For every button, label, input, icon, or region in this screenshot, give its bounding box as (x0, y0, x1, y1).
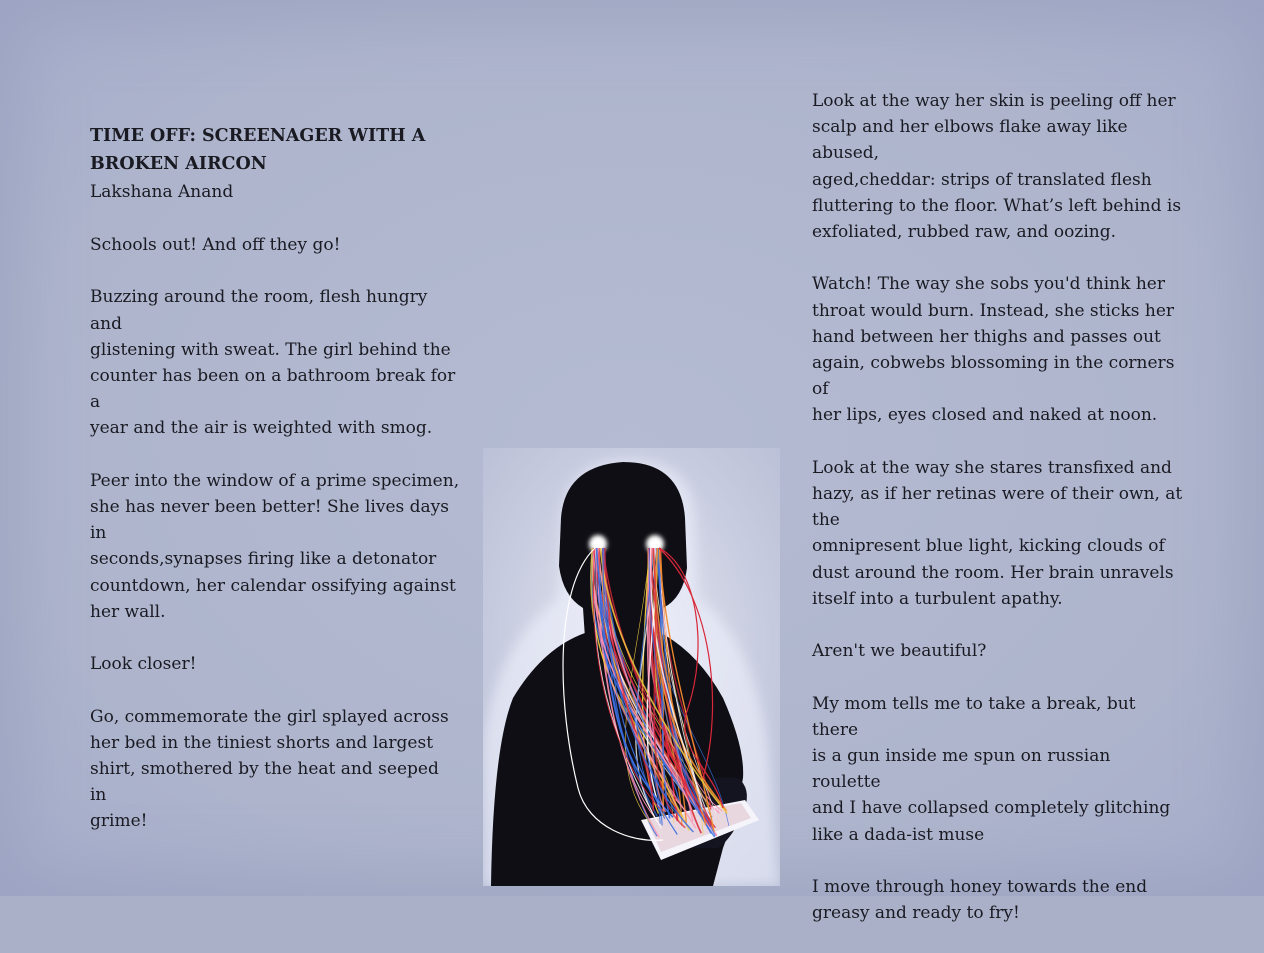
stanza-left-3: Peer into the window of a prime specimen, she has never been better! She lives days in seconds,synapses firing like a detonator countdown, her calendar ossifying against her wall. (90, 470, 460, 622)
stanza-right-3: Look at the way she stares transfixed and hazy, as if her retinas were of their own, at the omnipresent blue light, kicking clouds of dust around the room. Her brain unravels itself into a turbulent apathy. (812, 457, 1183, 609)
stanza-left-5: Go, commemorate the girl splayed across her bed in the tiniest shorts and largest shirt, smothered by the heat and seeped in grime! (90, 706, 449, 832)
stanza-right-1: Look at the way her skin is peeling off her scalp and her elbows flake away like abused, aged,cheddar: strips of translated flesh fluttering to the floor. What’s left behind is exfoliated, rubbed raw, and oozing. (812, 91, 1182, 243)
stanza-left-2: Buzzing around the room, flesh hungry and glistening with sweat. The girl behind the counter has been on a bathroom break for a year and the air is weighted with smog. (90, 287, 456, 439)
artwork-svg (483, 448, 780, 886)
stanza-left-4: Look closer! (90, 654, 197, 675)
article-title: TIME OFF: SCREENAGER WITH A BROKEN AIRCON (90, 126, 426, 174)
stanza-right-6: I move through honey towards the end greasy and ready to fry! (812, 877, 1148, 924)
stanza-right-5: My mom tells me to take a break, but there is a gun inside me spun on russian roulette and I have collapsed completely glitching like a dada-ist muse (812, 693, 1171, 845)
stanza-left-1: Schools out! And off they go! (90, 235, 341, 255)
left-column (90, 122, 460, 861)
stanza-right-2: Watch! The way she sobs you'd think her throat would burn. Instead, she sticks her hand between her thighs and passes out again, cobwebs blossoming in the corners of her lips, eyes closed and naked at noon. (812, 274, 1175, 426)
stanza-right-4: Aren't we beautiful? (812, 641, 987, 662)
article-author: Lakshana Anand (90, 182, 234, 202)
artwork-illustration (483, 448, 780, 886)
right-column (812, 88, 1184, 953)
